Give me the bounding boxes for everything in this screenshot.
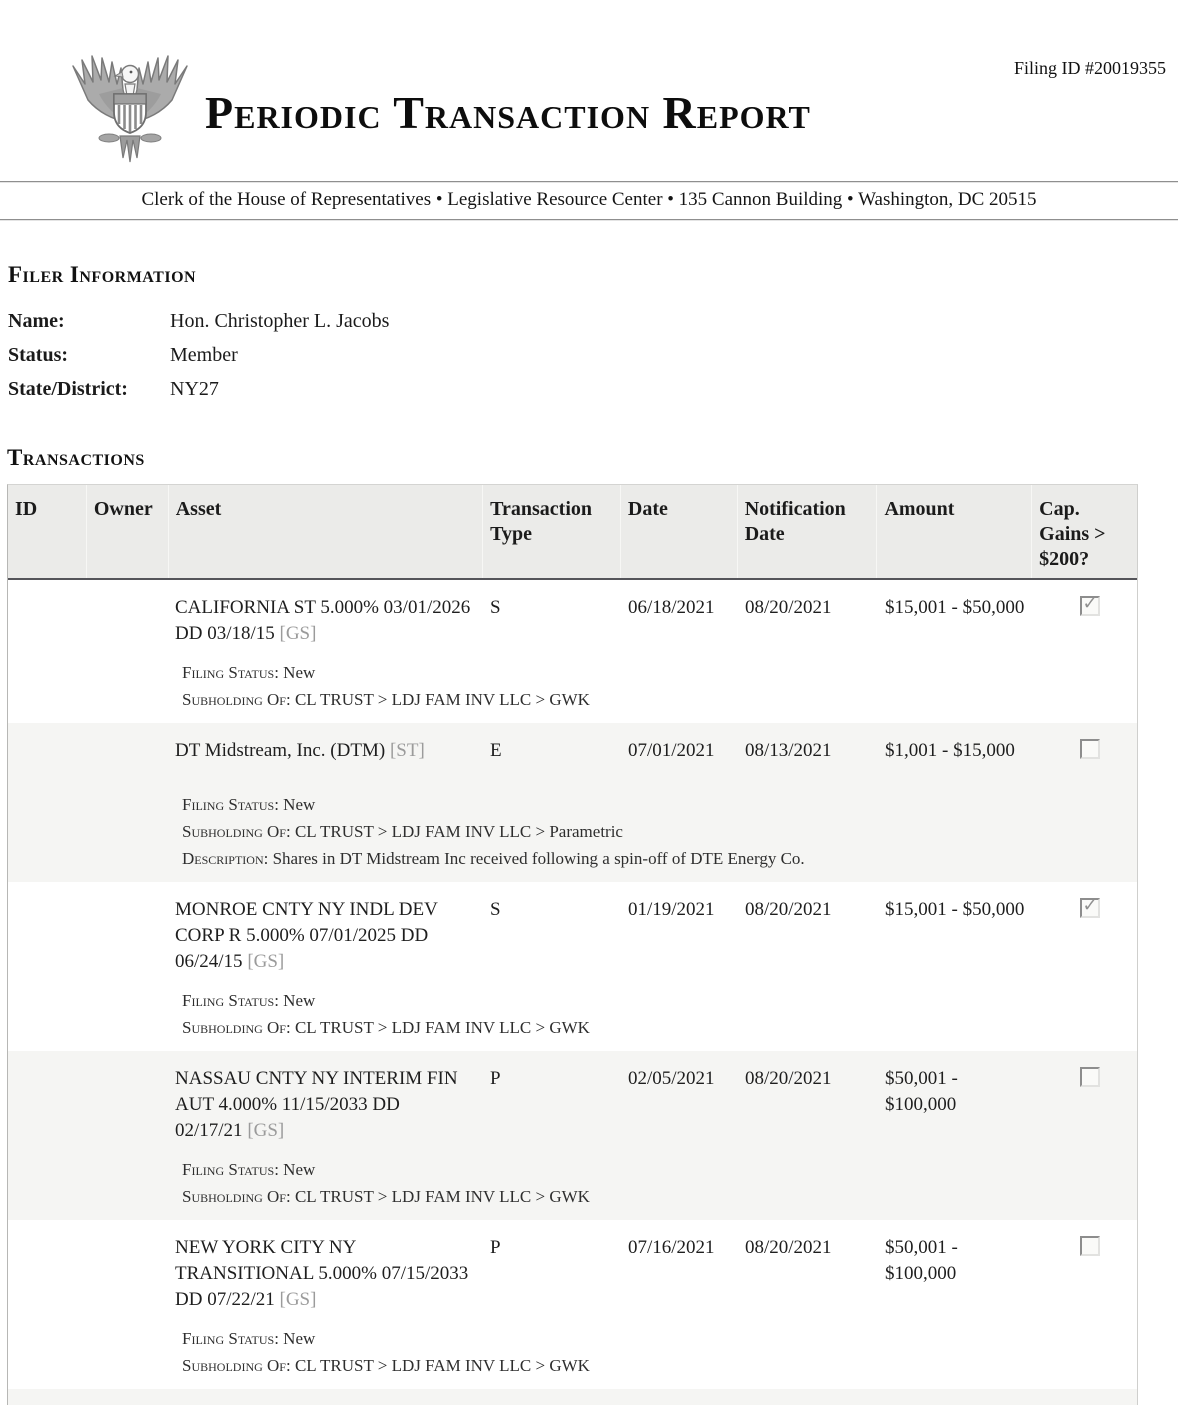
cell-transaction-type: P — [490, 1068, 501, 1089]
filing-status-line — [182, 987, 1137, 1014]
filing-status-label: Filing Status: — [182, 1160, 279, 1179]
subholding-label: Subholding Of: — [182, 690, 291, 709]
cell-date: 07/01/2021 — [628, 740, 715, 761]
asset-name: CALIFORNIA ST 5.000% 03/01/2026 DD 03/18/15 — [175, 597, 471, 644]
field-value: Hon. Christopher L. Jacobs — [170, 310, 390, 332]
table-row — [8, 580, 1137, 723]
filing-status-value: New — [283, 991, 316, 1010]
filing-status-label: Filing Status: — [182, 1329, 279, 1348]
asset-type-tag[interactable]: [GS] — [279, 623, 317, 644]
filing-status-label: Filing Status: — [182, 991, 279, 1010]
description-line — [182, 845, 1137, 872]
cell-id — [8, 595, 86, 647]
cell-cap-gains — [1033, 1235, 1139, 1313]
cell-notification-date: 08/20/2021 — [745, 1068, 832, 1089]
subholding-label: Subholding Of: — [182, 822, 291, 841]
table-header-row — [8, 485, 1137, 580]
cell-date: 06/18/2021 — [628, 597, 715, 618]
column-header: Notification Date — [737, 485, 877, 578]
field-label: State/District: — [8, 378, 128, 400]
cell-transaction-type: P — [490, 1237, 501, 1258]
clerk-address-line: Clerk of the House of Representatives • Legislative Resource Center • 135 Cannon Building • Washington, DC 20515 — [141, 189, 1037, 210]
asset-type-tag[interactable]: [GS] — [279, 1289, 317, 1310]
cell-id — [8, 1066, 86, 1144]
field-value: NY27 — [170, 378, 219, 400]
header-rule-bottom — [0, 219, 1178, 221]
filer-field — [8, 304, 389, 338]
transactions-section-title: Transactions — [7, 445, 145, 470]
subholding-value: CL TRUST > LDJ FAM INV LLC > Parametric — [294, 822, 623, 841]
filer-fields — [8, 304, 389, 406]
subholding-line — [182, 1352, 1137, 1379]
filing-status-line — [182, 1325, 1137, 1352]
cell-asset — [168, 738, 483, 779]
subholding-value: CL TRUST > LDJ FAM INV LLC > GWK — [294, 1187, 590, 1206]
table-row — [8, 723, 1137, 882]
cap-gains-checkbox[interactable] — [1080, 1067, 1100, 1087]
table-row — [8, 1051, 1137, 1220]
column-header: Cap. Gains > $200? — [1031, 485, 1137, 578]
filer-field — [8, 338, 389, 372]
cell-amount: $1,001 - $15,000 — [885, 740, 1015, 761]
column-header: Amount — [876, 485, 1031, 578]
subholding-line — [182, 1183, 1137, 1210]
cell-owner — [86, 1235, 168, 1313]
subholding-value: CL TRUST > LDJ FAM INV LLC > GWK — [294, 690, 590, 709]
cell-asset — [168, 1235, 483, 1313]
header-rule-top — [0, 181, 1178, 183]
cell-id — [8, 897, 86, 975]
cell-notification-date: 08/20/2021 — [745, 899, 832, 920]
asset-name: DT Midstream, Inc. (DTM) — [175, 740, 390, 761]
report-title: Periodic Transaction Report — [205, 87, 811, 138]
cell-id — [8, 1235, 86, 1313]
filing-status-line — [182, 659, 1137, 686]
filer-section-title: Filer Information — [8, 262, 197, 287]
cell-notification-date: 08/20/2021 — [745, 1237, 832, 1258]
filing-status-value: New — [283, 1160, 316, 1179]
field-value: Member — [170, 344, 238, 366]
us-eagle-crest-icon — [64, 50, 196, 174]
cell-owner — [86, 738, 168, 779]
subholding-label: Subholding Of: — [182, 1356, 291, 1375]
cell-asset — [168, 1066, 483, 1144]
cell-owner — [86, 1066, 168, 1144]
cell-cap-gains — [1033, 738, 1139, 779]
transactions-table — [7, 484, 1138, 1405]
cell-date: 07/16/2021 — [628, 1237, 715, 1258]
cell-owner — [86, 595, 168, 647]
subholding-line — [182, 1014, 1137, 1041]
asset-type-tag[interactable]: [GS] — [247, 1120, 285, 1141]
cell-cap-gains — [1033, 897, 1139, 975]
cap-gains-checkbox[interactable] — [1080, 739, 1100, 759]
cell-amount: $15,001 - $50,000 — [885, 597, 1025, 618]
checkmark-icon: ✓ — [1082, 593, 1098, 614]
cell-cap-gains — [1033, 595, 1139, 647]
cell-date: 02/05/2021 — [628, 1068, 715, 1089]
subholding-label: Subholding Of: — [182, 1187, 291, 1206]
cell-transaction-type: E — [490, 740, 502, 761]
filing-status-label: Filing Status: — [182, 663, 279, 682]
cell-owner — [86, 897, 168, 975]
filing-status-line — [182, 1156, 1137, 1183]
cell-transaction-type: S — [490, 597, 501, 618]
asset-name: NASSAU CNTY NY INTERIM FIN AUT 4.000% 11/15/2033 DD 02/17/21 — [175, 1068, 458, 1141]
column-header: Asset — [168, 485, 482, 578]
column-header: ID — [15, 498, 38, 520]
table-body — [8, 580, 1137, 1389]
subholding-line — [182, 818, 1137, 845]
cell-amount: $50,001 - $100,000 — [885, 1237, 958, 1284]
column-header: Owner — [86, 485, 168, 578]
column-header: Transaction Type — [482, 485, 620, 578]
cell-asset — [168, 595, 483, 647]
cell-notification-date: 08/13/2021 — [745, 740, 832, 761]
field-label: Name: — [8, 310, 65, 332]
filing-status-value: New — [283, 663, 316, 682]
filer-information-section — [8, 262, 389, 406]
description-label: Description: — [182, 849, 269, 868]
transactions-section — [7, 445, 1138, 1405]
next-row-partial — [8, 1389, 1137, 1405]
cap-gains-checkbox[interactable] — [1080, 1236, 1100, 1256]
cell-amount: $50,001 - $100,000 — [885, 1068, 958, 1115]
asset-type-tag[interactable]: [ST] — [389, 740, 425, 761]
subholding-value: CL TRUST > LDJ FAM INV LLC > GWK — [294, 1356, 590, 1375]
cell-notification-date: 08/20/2021 — [745, 597, 832, 618]
asset-name: MONROE CNTY NY INDL DEV CORP R 5.000% 07/01/2025 DD 06/24/15 — [175, 899, 438, 972]
asset-name: NEW YORK CITY NY TRANSITIONAL 5.000% 07/15/2033 DD 07/22/21 — [175, 1237, 469, 1310]
cap-gains-checkbox[interactable] — [1080, 895, 1100, 918]
cap-gains-checkbox[interactable] — [1080, 593, 1100, 616]
filing-id: Filing ID #20019355 — [1013, 58, 1166, 78]
table-row — [8, 882, 1137, 1051]
filing-status-value: New — [283, 795, 316, 814]
subholding-label: Subholding Of: — [182, 1018, 291, 1037]
subholding-value: CL TRUST > LDJ FAM INV LLC > GWK — [294, 1018, 590, 1037]
subholding-line — [182, 686, 1137, 713]
filing-status-label: Filing Status: — [182, 795, 279, 814]
cell-cap-gains — [1033, 1066, 1139, 1144]
description-value: Shares in DT Midstream Inc received following a spin-off of DTE Energy Co. — [272, 849, 805, 868]
cell-date: 01/19/2021 — [628, 899, 715, 920]
asset-type-tag[interactable]: [GS] — [247, 951, 285, 972]
filing-status-line — [182, 791, 1137, 818]
filing-status-value: New — [283, 1329, 316, 1348]
checkmark-icon: ✓ — [1082, 895, 1098, 916]
field-label: Status: — [8, 344, 69, 366]
column-header: Date — [620, 485, 737, 578]
cell-transaction-type: S — [490, 899, 501, 920]
filer-field — [8, 372, 389, 406]
cell-amount: $15,001 - $50,000 — [885, 899, 1025, 920]
cell-id — [8, 738, 86, 779]
cell-asset — [168, 897, 483, 975]
table-row — [8, 1220, 1137, 1389]
